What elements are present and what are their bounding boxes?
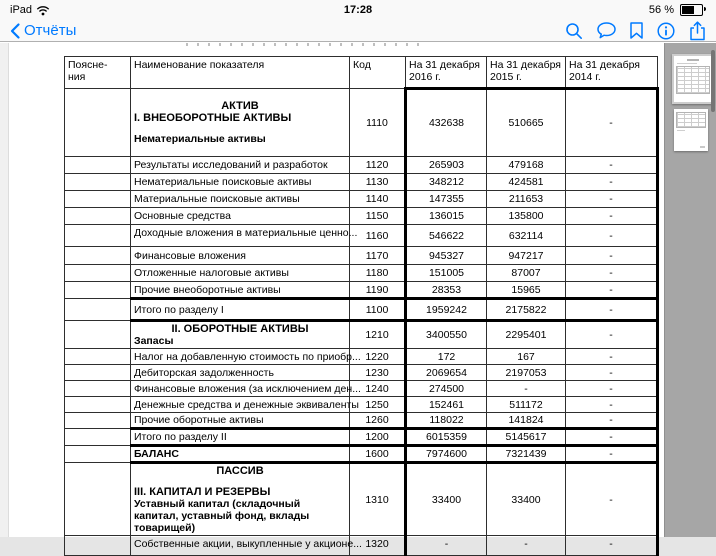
row-code: 1210: [350, 321, 406, 349]
table-row: [65, 365, 658, 381]
back-button[interactable]: [10, 22, 76, 39]
value-2016: 28353: [406, 282, 487, 299]
row-code: 1190: [350, 282, 406, 299]
value-2014: -: [566, 157, 658, 174]
value-2016: 7974600: [406, 446, 487, 463]
wifi-icon: [36, 5, 50, 16]
section-title: ПАССИВ: [216, 465, 264, 477]
value-2014: -: [566, 247, 658, 265]
table-row: [65, 413, 658, 429]
row-name: Собственные акции, выкупленные у акционе...: [131, 536, 350, 556]
sidebar-scrollbar[interactable]: [711, 50, 715, 112]
row-name: Налог на добавленную стоимость по приобр...: [131, 349, 350, 365]
value-2015: -: [487, 381, 566, 397]
value-2015: -: [487, 536, 566, 556]
table-row-total: [65, 429, 658, 446]
value-2014: -: [566, 208, 658, 225]
row-name: Результаты исследований и разработок: [131, 157, 350, 174]
value-2014: -: [566, 446, 658, 463]
table-row: [65, 174, 658, 191]
value-2015: 511172: [487, 397, 566, 413]
value-2015: 479168: [487, 157, 566, 174]
value-2016: 348212: [406, 174, 487, 191]
value-2015: 2295401: [487, 321, 566, 349]
comment-icon[interactable]: [597, 22, 616, 39]
table-row: [65, 208, 658, 225]
table-row: [65, 397, 658, 413]
balance-sheet-table: [64, 56, 659, 556]
bookmark-icon[interactable]: [630, 22, 643, 39]
row-code: 1240: [350, 381, 406, 397]
document-page: [0, 43, 716, 550]
value-2015: 135800: [487, 208, 566, 225]
value-2015: 424581: [487, 174, 566, 191]
value-2015: 15965: [487, 282, 566, 299]
value-2016: 432638: [406, 89, 487, 157]
value-2014: -: [566, 463, 658, 536]
table-row: [65, 321, 658, 349]
row-code: 1600: [350, 446, 406, 463]
row-code: 1180: [350, 265, 406, 282]
row-name: Финансовые вложения: [131, 247, 350, 265]
row-name: Денежные средства и денежные эквиваленты: [131, 397, 350, 413]
col-code: Код: [350, 57, 406, 89]
value-2016: -: [406, 536, 487, 556]
value-2016: 136015: [406, 208, 487, 225]
value-2016: 6015359: [406, 429, 487, 446]
row-code: 1260: [350, 413, 406, 429]
row-code: 1160: [350, 225, 406, 247]
row-name: Доходные вложения в материальные ценно...: [131, 225, 350, 247]
table-row: [65, 463, 658, 536]
value-2015: 87007: [487, 265, 566, 282]
row-code: 1200: [350, 429, 406, 446]
row-name: Финансовые вложения (за исключением ден...: [131, 381, 350, 397]
value-2015: 2175822: [487, 299, 566, 321]
chevron-left-icon: [10, 23, 20, 39]
section-title: АКТИВ: [221, 100, 259, 112]
value-2015: 947217: [487, 247, 566, 265]
value-2015: 2197053: [487, 365, 566, 381]
value-2014: -: [566, 381, 658, 397]
value-2014: -: [566, 225, 658, 247]
battery-icon: [680, 4, 703, 16]
row-name: Итого по разделу I: [131, 299, 350, 321]
row-code: 1120: [350, 157, 406, 174]
table-row-total: [65, 446, 658, 463]
table-row: [65, 89, 658, 157]
section-title: II. ОБОРОТНЫЕ АКТИВЫ: [171, 323, 309, 335]
row-name: Уставный капитал (складочный капитал, уставный фонд, вклады товарищей): [134, 498, 310, 534]
table-row: [65, 381, 658, 397]
row-code: 1100: [350, 299, 406, 321]
page-thumbnail-2[interactable]: [674, 109, 708, 151]
value-2016: 147355: [406, 191, 487, 208]
device-label: iPad: [10, 4, 33, 16]
section-subtitle: I. ВНЕОБОРОТНЫЕ АКТИВЫ: [134, 112, 292, 124]
value-2014: -: [566, 321, 658, 349]
thumbnail-sidebar: [664, 43, 716, 537]
status-bar: [0, 0, 716, 20]
battery-percent-label: 56 %: [648, 4, 674, 16]
value-2016: 151005: [406, 265, 487, 282]
row-code: 1140: [350, 191, 406, 208]
row-name: Нематериальные поисковые активы: [131, 174, 350, 191]
table-row: [65, 349, 658, 365]
value-2015: 5145617: [487, 429, 566, 446]
table-header-row: [65, 57, 658, 89]
col-name: Наименование показателя: [131, 57, 350, 89]
table-row: [65, 265, 658, 282]
value-2014: -: [566, 429, 658, 446]
clock: 17:28: [343, 4, 373, 16]
row-code: 1130: [350, 174, 406, 191]
table-row: [65, 225, 658, 247]
table-row: [65, 191, 658, 208]
table-row: [65, 536, 658, 556]
row-code: 1310: [350, 463, 406, 536]
row-code: 1220: [350, 349, 406, 365]
info-icon[interactable]: [657, 22, 675, 40]
nav-bar: [0, 20, 716, 42]
share-icon[interactable]: [689, 21, 706, 41]
row-name: Прочие оборотные активы: [131, 413, 350, 429]
value-2015: 33400: [487, 463, 566, 536]
value-2014: -: [566, 365, 658, 381]
row-name: Основные средства: [131, 208, 350, 225]
value-2016: 118022: [406, 413, 487, 429]
value-2016: 265903: [406, 157, 487, 174]
value-2016: 945327: [406, 247, 487, 265]
row-code: 1110: [350, 89, 406, 157]
value-2016: 1959242: [406, 299, 487, 321]
back-label: Отчёты: [24, 22, 77, 39]
col-explanations: Поясне- ния: [65, 57, 131, 89]
row-name: Прочие внеоборотные активы: [131, 282, 350, 299]
col-2016: На 31 декабря 2016 г.: [406, 57, 487, 89]
row-code: 1170: [350, 247, 406, 265]
value-2015: 510665: [487, 89, 566, 157]
clipped-text-row: [186, 43, 426, 46]
row-code: 1320: [350, 536, 406, 556]
value-2016: 172: [406, 349, 487, 365]
row-name: БАЛАНС: [131, 446, 350, 463]
row-name: Нематериальные активы: [134, 133, 266, 145]
row-code: 1230: [350, 365, 406, 381]
table-row: [65, 157, 658, 174]
value-2016: 33400: [406, 463, 487, 536]
value-2014: -: [566, 299, 658, 321]
page-edge-strip: [0, 43, 9, 537]
row-name: Материальные поисковые активы: [131, 191, 350, 208]
value-2014: -: [566, 89, 658, 157]
value-2015: 167: [487, 349, 566, 365]
value-2014: -: [566, 174, 658, 191]
row-name: Отложенные налоговые активы: [131, 265, 350, 282]
value-2014: -: [566, 536, 658, 556]
value-2016: 152461: [406, 397, 487, 413]
search-icon[interactable]: [565, 22, 583, 40]
value-2014: -: [566, 191, 658, 208]
row-name: Запасы: [134, 335, 174, 347]
table-row: [65, 247, 658, 265]
row-name: Дебиторская задолженность: [131, 365, 350, 381]
value-2014: -: [566, 397, 658, 413]
row-code: 1250: [350, 397, 406, 413]
value-2015: 211653: [487, 191, 566, 208]
row-name: Итого по разделу II: [131, 429, 350, 446]
table-row-total: [65, 299, 658, 321]
row-code: 1150: [350, 208, 406, 225]
value-2015: 632114: [487, 225, 566, 247]
section-subtitle: III. КАПИТАЛ И РЕЗЕРВЫ: [134, 486, 271, 498]
col-2015: На 31 декабря 2015 г.: [487, 57, 566, 89]
value-2016: 546622: [406, 225, 487, 247]
value-2016: 2069654: [406, 365, 487, 381]
page-thumbnail-1[interactable]: [672, 54, 714, 104]
value-2014: -: [566, 349, 658, 365]
value-2014: -: [566, 413, 658, 429]
value-2015: 7321439: [487, 446, 566, 463]
value-2014: -: [566, 265, 658, 282]
value-2016: 274500: [406, 381, 487, 397]
value-2016: 3400550: [406, 321, 487, 349]
value-2014: -: [566, 282, 658, 299]
table-row: [65, 282, 658, 299]
value-2015: 141824: [487, 413, 566, 429]
col-2014: На 31 декабря 2014 г.: [566, 57, 658, 89]
